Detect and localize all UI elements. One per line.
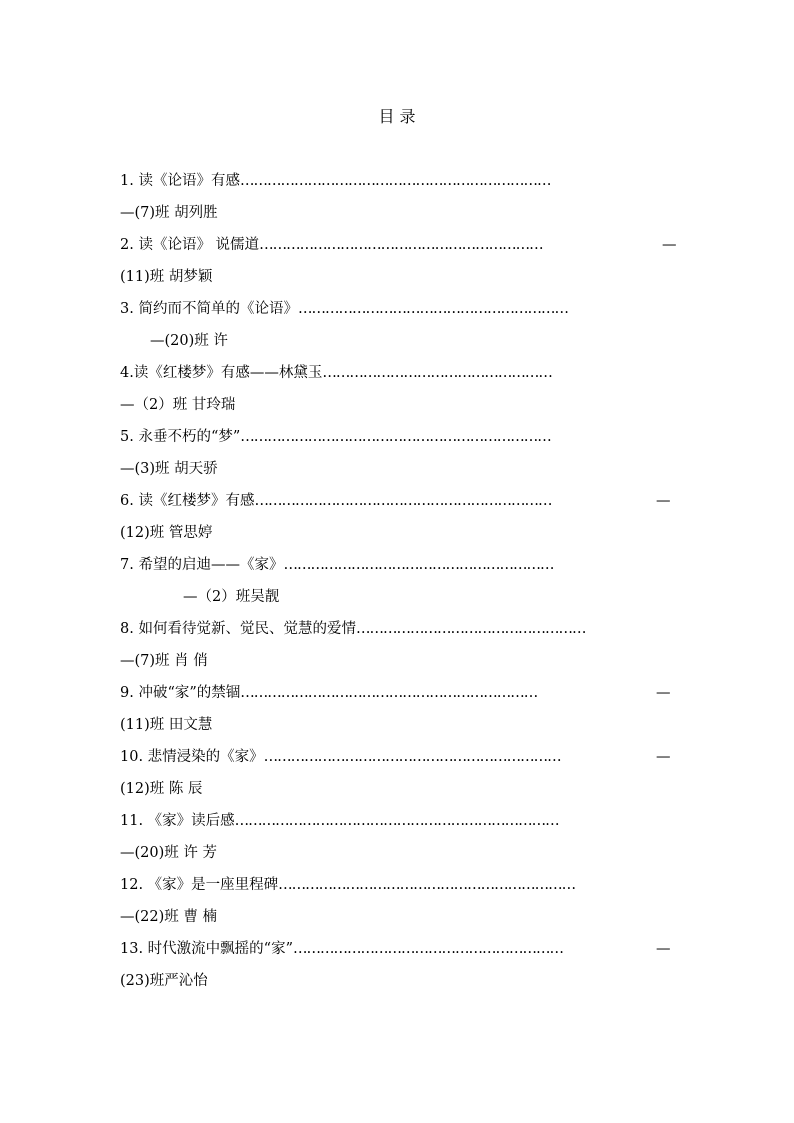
toc-leader-dots: ………………………………………………………… <box>278 877 576 893</box>
toc-entry-author: (11)班 田文慧 <box>120 717 213 733</box>
toc-entry-author: —（2）班吴靓 <box>183 589 280 605</box>
page-title: 目 录 <box>378 107 416 126</box>
toc-dash: — <box>662 237 677 253</box>
toc-leader-dots: …………………………………………… <box>322 365 552 381</box>
toc-entry-title[interactable] <box>120 363 552 383</box>
toc-entry-author: —（2）班 甘玲瑞 <box>120 397 236 413</box>
toc-entry-title[interactable] <box>120 171 550 191</box>
toc-entry-title[interactable] <box>120 875 575 895</box>
toc-entry-author: —(20)班 许 芳 <box>120 845 217 861</box>
toc-entry-text: 8. 如何看待觉新、觉民、觉慧的爱情 <box>120 621 356 637</box>
toc-leader-dots: …………………………………………………………… <box>240 429 551 445</box>
toc-dash: — <box>656 493 671 509</box>
toc-leader-dots: ……………………………………………………………… <box>234 813 559 829</box>
toc-entry-author: (23)班严沁怡 <box>120 973 208 989</box>
toc-entry-title[interactable] <box>120 427 551 447</box>
toc-entry-title[interactable] <box>120 683 537 703</box>
toc-entry-text: 3. 简约而不简单的《论语》 <box>120 301 298 317</box>
toc-entry-title[interactable] <box>120 747 561 767</box>
toc-entry-text: 7. 希望的启迪——《家》 <box>120 557 284 573</box>
toc-leader-dots: ………………………………………………………… <box>254 493 552 509</box>
toc-entry-text: 5. 永垂不朽的“梦” <box>120 429 241 445</box>
toc-leader-dots: …………………………………………………… <box>293 941 563 957</box>
toc-entry-author: —(22)班 曹 楠 <box>120 909 217 925</box>
toc-leader-dots: ………………………………………………………… <box>263 749 561 765</box>
toc-entry-title[interactable] <box>120 555 553 575</box>
toc-entry-author: (11)班 胡梦颖 <box>120 269 213 285</box>
toc-entry-text: 9. 冲破“家”的禁锢 <box>120 685 241 701</box>
toc-leader-dots: ……………………………………………………… <box>259 237 543 253</box>
toc-leader-dots: …………………………………………………… <box>283 557 554 573</box>
toc-leader-dots: …………………………………………………… <box>297 301 568 317</box>
toc-entry-title[interactable] <box>120 299 568 319</box>
toc-entry-text: 13. 时代激流中飘摇的“家” <box>120 941 293 957</box>
toc-dash: — <box>656 941 671 957</box>
toc-entry-text: 11. 《家》读后感 <box>120 813 235 829</box>
toc-entry-title[interactable] <box>120 619 585 639</box>
toc-entry-title[interactable] <box>120 811 559 831</box>
toc-entry-author: —(20)班 许 <box>150 333 228 349</box>
toc-entry-text: 12. 《家》是一座里程碑 <box>120 877 279 893</box>
toc-entry-title[interactable] <box>120 491 551 511</box>
toc-dash: — <box>656 685 671 701</box>
toc-dash: — <box>656 749 671 765</box>
toc-leader-dots: …………………………………………………………… <box>239 173 551 189</box>
toc-entry-text: 2. 读《论语》 说儒道 <box>120 237 260 253</box>
toc-entry-text: 1. 读《论语》有感 <box>120 173 240 189</box>
toc-entry-author: (12)班 管思婷 <box>120 525 213 541</box>
toc-entry-title[interactable] <box>120 235 543 255</box>
toc-entry-text: 4.读《红楼梦》有感——林黛玉 <box>120 365 323 381</box>
toc-entry-author: —(3)班 胡天骄 <box>120 461 218 477</box>
toc-entry-title[interactable] <box>120 939 563 959</box>
toc-entry-text: 6. 读《红楼梦》有感 <box>120 493 255 509</box>
toc-entry-author: —(7)班 胡列胜 <box>120 205 218 221</box>
toc-entry-text: 10. 悲情浸染的《家》 <box>120 749 264 765</box>
toc-entry-author: —(7)班 肖 俏 <box>120 653 208 669</box>
toc-leader-dots: …………………………………………… <box>355 621 586 637</box>
toc-leader-dots: ………………………………………………………… <box>240 685 538 701</box>
toc-entry-author: (12)班 陈 辰 <box>120 781 203 797</box>
